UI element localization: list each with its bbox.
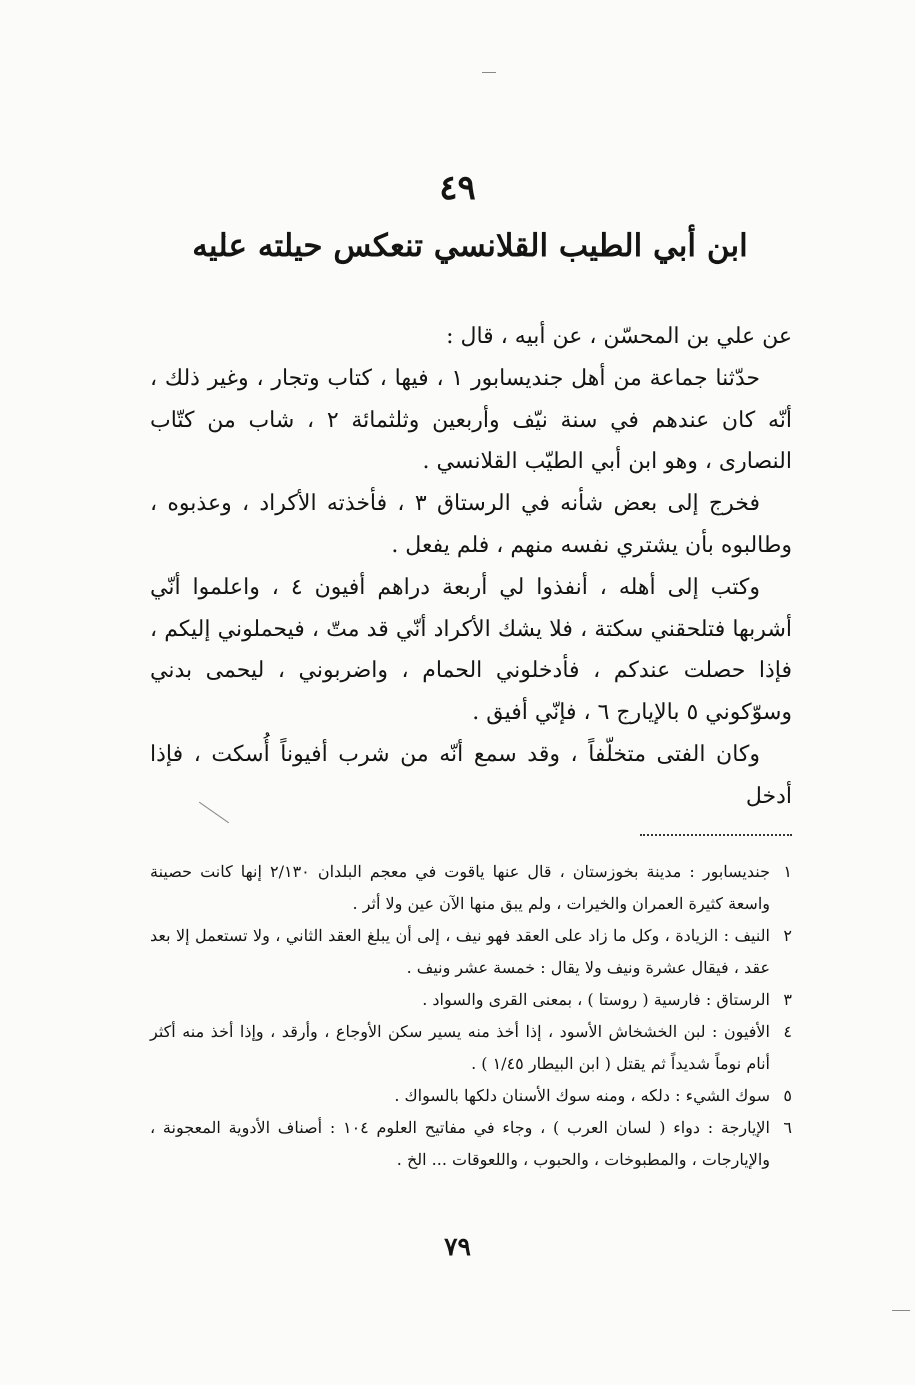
scan-mark bbox=[892, 1310, 910, 1311]
footnote-text: الإيارجة : دواء ( لسان العرب ) ، وجاء في مفاتيح العلوم ١٠٤ : أصناف الأدوية المعجونة ، والإيارجات ، والمطبوخات ، والحبوب ، واللعوقات ... الخ . bbox=[150, 1118, 771, 1169]
paragraph: حدّثنا جماعة من أهل جنديسابور ١ ، فيها ، كتاب وتجار ، وغير ذلك ، أنّه كان عندهم في سنة نيّف وأربعين وثلثمائة ٢ ، شاب من كتّاب النصارى ، وهو ابن أبي الطيّب القلانسي . bbox=[150, 365, 792, 475]
footnote bbox=[150, 1016, 792, 1080]
paragraph: عن علي بن المحسّن ، عن أبيه ، قال : bbox=[446, 324, 792, 349]
paragraph: وكان الفتى متخلّفاً ، وقد سمع أنّه من شرب أفيوناً أُسكت ، فإذا أدخل bbox=[150, 741, 792, 809]
footnote bbox=[150, 920, 792, 984]
chapter-number: ٤٩ bbox=[439, 168, 476, 208]
footnote-number: ٤ bbox=[783, 1022, 792, 1041]
footnote-text: الرستاق : فارسية ( روستا ) ، بمعنى القرى والسواد . bbox=[422, 990, 770, 1009]
chapter-title: ابن أبي الطيب القلانسي تنعكس حيلته عليه bbox=[192, 228, 748, 264]
footnote bbox=[150, 1080, 792, 1112]
footnote-text: سوك الشيء : دلكه ، ومنه سوك الأسنان دلكها بالسواك . bbox=[394, 1086, 770, 1105]
footnote-number: ١ bbox=[783, 862, 792, 881]
footnote bbox=[150, 856, 792, 920]
footnote-number: ٣ bbox=[783, 990, 792, 1009]
footnote bbox=[150, 1112, 792, 1176]
paragraph: وكتب إلى أهله ، أنفذوا لي أربعة دراهم أفيون ٤ ، واعلموا أنّي أشربها فتلحقني سكتة ، فلا يشك الأكراد أنّي قد متّ ، فيحملوني إليكم ، فإذا حصلت عندكم ، فأدخلوني الحمام ، واضربوني ، ليحمى بدني وسوّكوني ٥ بالإيارج ٦ ، فإنّي أفيق . bbox=[150, 574, 792, 726]
footnote-number: ٢ bbox=[783, 926, 792, 945]
footnote-text: الأفيون : لبن الخشخاش الأسود ، إذا أخذ منه يسير سكن الأوجاع ، وأرقد ، وإذا أخذ منه أكثر أنام نوماً شديداً ثم يقتل ( ابن البيطار ١/٤٥ ) . bbox=[150, 1022, 770, 1073]
footnote-text: جنديسابور : مدينة بخوزستان ، قال عنها ياقوت في معجم البلدان ٢/١٣٠ إنها كانت حصينة واسعة كثيرة العمران والخيرات ، ولم يبق منها الآن عين ولا أثر . bbox=[150, 862, 770, 913]
page-number: ٧٩ bbox=[444, 1232, 471, 1261]
footnote bbox=[150, 984, 792, 1016]
paragraph: فخرج إلى بعض شأنه في الرستاق ٣ ، فأخذته الأكراد ، وعذبوه ، وطالبوه بأن يشتري نفسه منهم ، فلم يفعل . bbox=[150, 491, 792, 558]
footnotes bbox=[150, 856, 792, 1176]
footnote-text: النيف : الزيادة ، وكل ما زاد على العقد فهو نيف ، إلى أن يبلغ العقد الثاني ، ولا تستعمل إلا بعد عقد ، فيقال عشرة ونيف ولا يقال : خمسة عشر ونيف . bbox=[150, 926, 770, 977]
footnote-number: ٦ bbox=[783, 1118, 792, 1137]
footnote-number: ٥ bbox=[783, 1086, 792, 1105]
body-text bbox=[150, 316, 792, 818]
scan-mark bbox=[482, 72, 496, 73]
footnote-separator bbox=[640, 834, 792, 836]
